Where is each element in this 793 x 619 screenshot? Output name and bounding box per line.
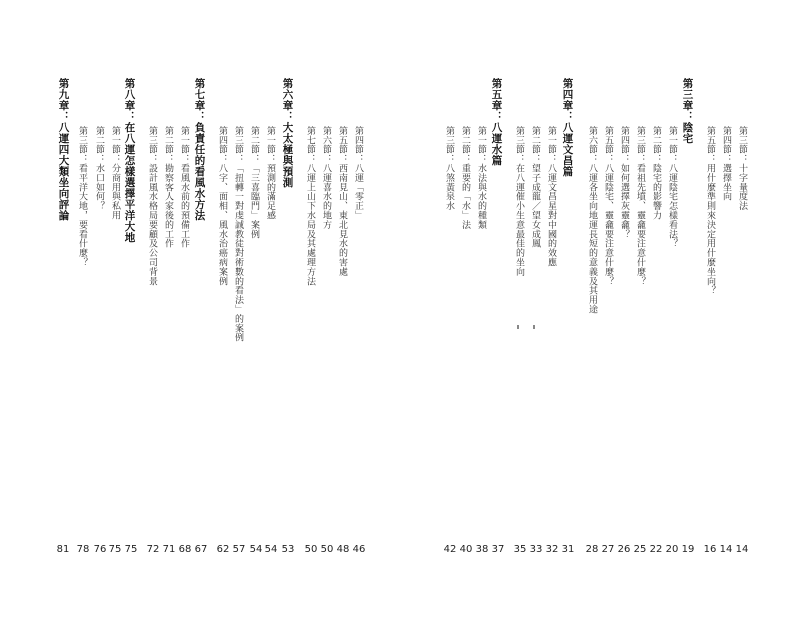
toc-entry: 第一節：分商用與私用 <box>110 126 120 220</box>
toc-chapter-4: 第四章：八運文昌篇 <box>561 78 574 177</box>
toc-page-number: 76 <box>93 544 107 555</box>
toc-page-number: 28 <box>585 544 599 555</box>
toc-entry: 第二節：望子成龍／望女成鳳 <box>530 126 540 249</box>
toc-page-number: 38 <box>475 544 489 555</box>
toc-page-number: 67 <box>194 544 208 555</box>
toc-page-number: 14 <box>735 544 749 555</box>
toc-page-number: 50 <box>304 544 318 555</box>
toc-page-number: 68 <box>178 544 192 555</box>
toc-entry: 第三節：看祖先墳、靈龕要注意什麼？ <box>635 126 645 286</box>
toc-page-number: 72 <box>146 544 160 555</box>
toc-page-number: 46 <box>352 544 366 555</box>
toc-page-number: 31 <box>561 544 575 555</box>
scan-mark <box>517 325 519 329</box>
toc-entry: 第五節：用什麼準則來決定用什麼坐向？ <box>705 126 715 296</box>
toc-page-number: 53 <box>281 544 295 555</box>
toc-entry: 第一節：預測的滿足感 <box>265 126 275 220</box>
toc-page-number: 37 <box>491 544 505 555</box>
toc-page-number: 27 <box>601 544 615 555</box>
toc-page-number: 81 <box>56 544 70 555</box>
scan-mark <box>533 325 535 329</box>
toc-page-number: 75 <box>108 544 122 555</box>
toc-entry: 第三節：看平洋大地，要看什麼？ <box>77 126 87 267</box>
toc-entry: 第二節：勘察客人家後的工作 <box>163 126 173 249</box>
toc-entry: 第一節：八運文昌星對中國的效應 <box>546 126 556 267</box>
toc-entry: 第三節：設計風水格局要顧及公司背景 <box>147 126 157 286</box>
toc-page-number: 62 <box>216 544 230 555</box>
toc-entry: 第六節：八運各坐向地運長短的意義及其用途 <box>587 126 597 314</box>
toc-chapter-5: 第五章：八運水篇 <box>490 78 503 166</box>
toc-entry: 第六節：八運喜水的地方 <box>321 126 331 230</box>
toc-entry: 第三節：十字量度法 <box>737 126 747 211</box>
toc-entry: 第五節：八運陰宅、靈龕要注意什麼？ <box>603 126 613 286</box>
toc-page-number: 78 <box>76 544 90 555</box>
toc-entry: 第五節：西南見山、東北見水的害處 <box>337 126 347 277</box>
toc-page-number: 22 <box>649 544 663 555</box>
toc-page-number: 50 <box>320 544 334 555</box>
toc-entry: 第二節：陰宅的影響力 <box>651 126 661 220</box>
toc-page-number: 20 <box>665 544 679 555</box>
toc-page-number: 54 <box>249 544 263 555</box>
toc-chapter-9: 第九章：八運四大類坐向評論 <box>57 78 70 221</box>
toc-chapter-7: 第七章：負責任的看風水方法 <box>193 78 206 221</box>
toc-page-number: 40 <box>459 544 473 555</box>
toc-entry: 第四節：如何選擇灰靈龕？ <box>619 126 629 239</box>
toc-entry: 第三節：在八運催小生意最佳的坐向 <box>514 126 524 277</box>
toc-chapter-6: 第六章：大太極與預測 <box>281 78 294 188</box>
toc-page-number: 71 <box>162 544 176 555</box>
toc-page-number: 32 <box>545 544 559 555</box>
toc-page-number: 75 <box>124 544 138 555</box>
toc-page-number: 54 <box>264 544 278 555</box>
toc-page-number: 14 <box>719 544 733 555</box>
toc-page-number: 42 <box>443 544 457 555</box>
toc-entry: 第一節：八運陰宅怎樣看法？ <box>667 126 677 249</box>
toc-entry: 第四節：八運「零正」 <box>353 126 363 220</box>
toc-page-number: 16 <box>703 544 717 555</box>
toc-entry: 第二節：「三喜臨門」案例 <box>249 126 259 239</box>
toc-page-number: 35 <box>513 544 527 555</box>
toc-page-number: 33 <box>529 544 543 555</box>
toc-chapter-8: 第八章：在八運怎樣選擇平洋大地 <box>123 78 136 243</box>
toc-page-number: 26 <box>617 544 631 555</box>
toc-page-number: 48 <box>336 544 350 555</box>
toc-entry: 第二節：重要的「水」法 <box>460 126 470 230</box>
toc-chapter-3: 第三章：陰宅 <box>681 78 694 144</box>
toc-entry: 第三節：「扭轉一對虔誠教徒對術數的看法」的案例 <box>233 126 243 343</box>
toc-entry: 第一節：水法與水的種類 <box>476 126 486 230</box>
toc-entry: 第三節：八煞黃泉水 <box>444 126 454 211</box>
toc-entry: 第二節：水口如何？ <box>94 126 104 211</box>
toc-page-number: 57 <box>232 544 246 555</box>
toc-entry: 第一節：看風水前的預備工作 <box>179 126 189 249</box>
toc-page-number: 19 <box>681 544 695 555</box>
toc-page-number: 25 <box>633 544 647 555</box>
toc-entry: 第四節：選擇坐向 <box>721 126 731 202</box>
toc-entry: 第四節：八字、面相、風水治癌病案例 <box>217 126 227 286</box>
toc-entry: 第七節：八運上山下水局及其處理方法 <box>305 126 315 286</box>
